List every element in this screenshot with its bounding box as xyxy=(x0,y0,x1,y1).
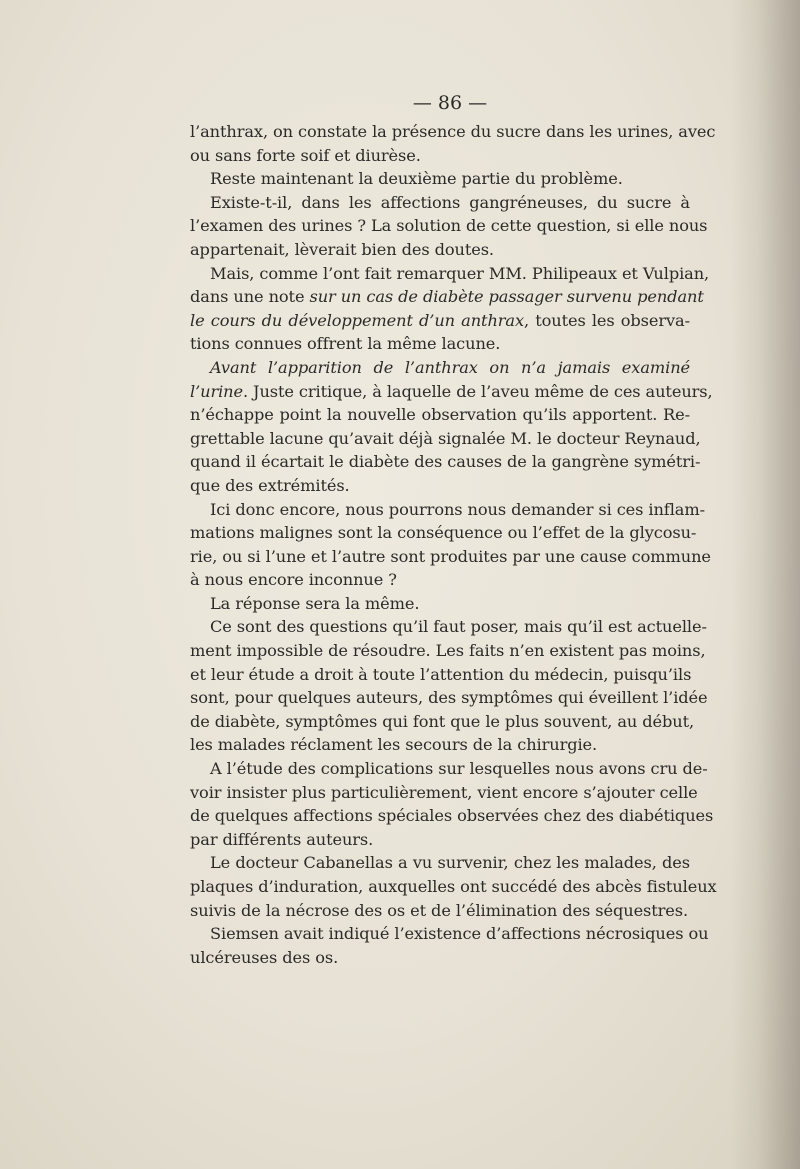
text-line: rie, ou si l’une et l’autre sont produites par une cause commune xyxy=(190,546,711,566)
italic-title-span: sur un cas de diabète passager survenu pendant xyxy=(309,287,704,307)
text-line: grettable lacune qu’avait déjà signalée M. le docteur Reynaud, xyxy=(190,428,701,448)
text-line xyxy=(190,285,704,309)
text-line: à nous encore inconnue ? xyxy=(190,570,397,590)
text-span: . Juste critique, à laquelle de l’aveu même de ces auteurs, xyxy=(242,381,713,401)
text-line xyxy=(190,309,690,333)
text-line: l’examen des urines ? La solution de cette question, si elle nous xyxy=(190,216,708,236)
text-line: La réponse sera la même. xyxy=(210,593,420,613)
text-line: ulcéreuses des os. xyxy=(190,947,339,967)
text-line: suivis de la nécrose des os et de l’élimination des séquestres. xyxy=(190,900,689,920)
text-line: mations malignes sont la conséquence ou l’effet de la glycosu- xyxy=(190,523,697,543)
text-line: et leur étude a droit à toute l’attention du médecin, puisqu’ils xyxy=(190,664,692,684)
page-text xyxy=(190,90,717,969)
text-line: Mais, comme l’ont fait remarquer MM. Philipeaux et Vulpian, xyxy=(210,263,710,283)
text-line: appartenait, lèverait bien des doutes. xyxy=(190,239,494,259)
text-line: les malades réclament les secours de la chirurgie. xyxy=(190,735,598,755)
text-line: voir insister plus particulièrement, vient encore s’ajouter celle xyxy=(190,782,698,802)
text-line: de quelques affections spéciales observées chez des diabétiques xyxy=(190,806,714,826)
text-line: plaques d’induration, auxquelles ont succédé des abcès fistuleux xyxy=(190,877,717,896)
text-line xyxy=(190,380,713,404)
text-line: sont, pour quelques auteurs, des symptômes qui éveillent l’idée xyxy=(190,688,708,708)
text-line: Le docteur Cabanellas a vu survenir, chez les malades, des xyxy=(210,853,690,873)
text-line: par différents auteurs. xyxy=(190,829,374,849)
text-line: l’anthrax, on constate la présence du sucre dans les urines, avec xyxy=(190,122,716,141)
text-span: dans une note xyxy=(190,287,310,307)
italic-span: l’urine xyxy=(190,381,243,401)
text-line: tions connues offrent la même lacune. xyxy=(190,334,501,354)
italic-title-span: le cours du développement d’un anthrax xyxy=(190,310,524,330)
text-line: que des extrémités. xyxy=(190,475,350,495)
text-line: Siemsen avait indiqué l’existence d’affections nécrosiques ou xyxy=(210,924,709,944)
text-line: Reste maintenant la deuxième partie du problème. xyxy=(210,169,623,189)
text-line: quand il écartait le diabète des causes de la gangrène symétri- xyxy=(190,452,701,472)
text-line: ou sans forte soif et diurèse. xyxy=(190,145,421,165)
italic-text-line: Avant l’apparition de l’anthrax on n’a jamais examiné xyxy=(210,357,690,377)
text-line: de diabète, symptômes qui font que le plus souvent, au début, xyxy=(190,711,695,731)
text-line: ment impossible de résoudre. Les faits n’en existent pas moins, xyxy=(190,641,706,661)
page-edge-shadow xyxy=(730,0,800,1169)
text-line: n’échappe point la nouvelle observation qu’ils apportent. Re- xyxy=(190,405,690,425)
text-span: , toutes les observa- xyxy=(524,310,690,330)
page-number: — 86 — xyxy=(412,92,488,114)
text-line: A l’étude des complications sur lesquelles nous avons cru de- xyxy=(210,759,708,779)
text-line: Ce sont des questions qu’il faut poser, mais qu’il est actuelle- xyxy=(210,617,707,637)
text-line: Existe-t-il, dans les affections gangréneuses, du sucre à xyxy=(210,192,690,212)
text-line: Ici donc encore, nous pourrons nous demander si ces inflam- xyxy=(210,499,705,519)
